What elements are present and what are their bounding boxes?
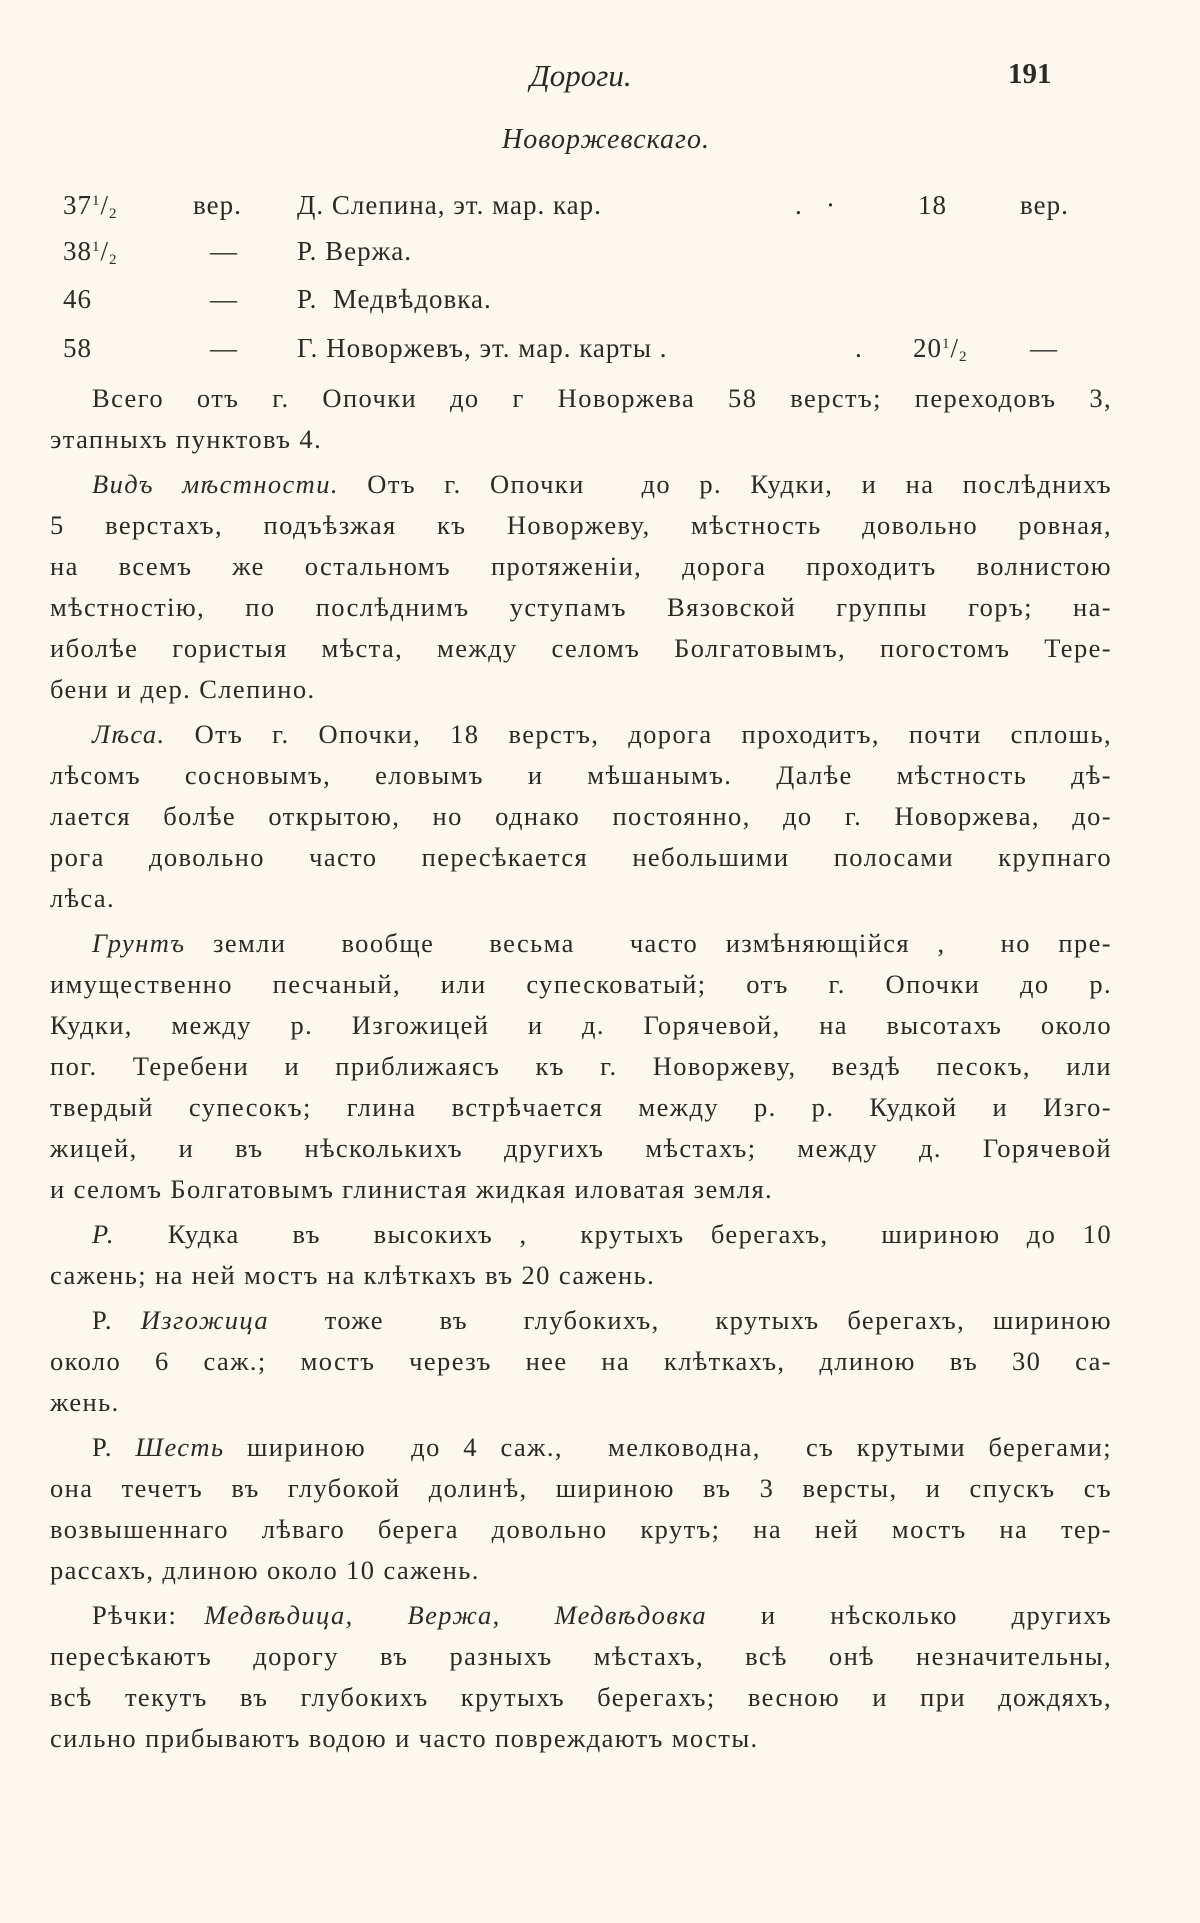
- text-line: рога довольно часто пересѣкается небольшими полосами крупнаго: [50, 842, 1112, 872]
- paragraph-terrain: [50, 464, 1112, 710]
- paragraph-forests: [50, 714, 1112, 919]
- route-place: Р. Медвѣдовка.: [297, 284, 492, 314]
- route-distance: 46: [63, 284, 92, 314]
- text-line: и селомъ Болгатовымъ глинистая жидкая иловатая земля.: [50, 1174, 774, 1204]
- text-line: Р. Кудка въ высокихъ , крутыхъ берегахъ, шириною до 10: [92, 1219, 1112, 1249]
- paragraph-soil: [50, 923, 1112, 1210]
- route-leader-dots: . ·: [795, 190, 836, 220]
- paragraph-heading: Изгожица: [140, 1305, 270, 1335]
- text-line: бени и дер. Слепино.: [50, 674, 316, 704]
- text-line: на всемъ же остальномъ протяженіи, дорога проходитъ волнистою: [50, 551, 1112, 581]
- text-line: сажень; на ней мостъ на клѣткахъ въ 20 сажень.: [50, 1260, 656, 1290]
- text-line: рассахъ, длиною около 10 сажень.: [50, 1555, 480, 1585]
- paragraph-heading: Грунтъ: [92, 928, 186, 958]
- paragraph-river-izgozhitsa: [50, 1300, 1112, 1423]
- body-text: [50, 378, 1112, 1759]
- text-line: пересѣкаютъ дорогу въ разныхъ мѣстахъ, всѣ онѣ незначительны,: [50, 1641, 1112, 1671]
- route-row: [0, 236, 1200, 276]
- text-line: Видъ мѣстности. Отъ г. Опочки до р. Кудки, и на послѣднихъ: [92, 469, 1112, 499]
- route-distance: $38^1/_2$: [63, 236, 118, 268]
- text-line: всѣ текутъ въ глубокихъ крутыхъ берегахъ; весною и при дождяхъ,: [50, 1682, 1112, 1712]
- running-title: Дороги.: [530, 58, 632, 93]
- text-line: Лѣса. Отъ г. Опочки, 18 верстъ, дорога проходитъ, почти сплошь,: [92, 719, 1112, 749]
- paragraph-totals: [50, 378, 1112, 460]
- paragraph-heading: Лѣса.: [92, 719, 166, 749]
- text-line: этапныхъ пунктовъ 4.: [50, 424, 323, 454]
- text-line: жень.: [50, 1387, 120, 1417]
- text-line: твердый супесокъ; глина встрѣчается между р. р. Кудкой и Изго-: [50, 1092, 1112, 1122]
- text-line: лѣсомъ сосновымъ, еловымъ и мѣшанымъ. Далѣе мѣстность дѣ-: [50, 760, 1112, 790]
- section-subtitle: Новоржевскаго.: [502, 124, 710, 155]
- text-line: Всего отъ г. Опочки до г Новоржева 58 верстъ; переходовъ 3,: [92, 383, 1112, 413]
- route-stage-unit: вер.: [1020, 190, 1069, 220]
- route-unit: —: [210, 236, 238, 266]
- page-number: 191: [1008, 58, 1052, 90]
- text-line: 5 верстахъ, подъѣзжая къ Новоржеву, мѣстность довольно ровная,: [50, 510, 1112, 540]
- text-line: около 6 саж.; мостъ черезъ нее на клѣткахъ, длиною въ 30 са-: [50, 1346, 1112, 1376]
- text-line: лается болѣе открытою, но однако постоянно, до г. Новоржева, до-: [50, 801, 1112, 831]
- text-line: иболѣе гористыя мѣста, между селомъ Болгатовымъ, погостомъ Тере-: [50, 633, 1112, 663]
- route-place: Г. Новоржевъ, эт. мар. карты .: [297, 333, 668, 363]
- text-line: Грунтъ земли вообще весьма часто измѣняющійся , но пре-: [92, 928, 1112, 958]
- paragraph-river-shest: [50, 1427, 1112, 1591]
- paragraph-river-kudka: [50, 1214, 1112, 1296]
- route-unit: —: [210, 333, 238, 363]
- text-line: жицей, и въ нѣсколькихъ другихъ мѣстахъ; между д. Горячевой: [50, 1133, 1112, 1163]
- text-line: лѣса.: [50, 883, 116, 913]
- route-distance: 58: [63, 333, 92, 363]
- route-leader-dots: .: [855, 333, 863, 363]
- text-line: Рѣчки: Медвѣдица, Вержа, Медвѣдовка и нѣсколько другихъ: [92, 1600, 1112, 1630]
- text-line: Кудки, между р. Изгожицей и д. Горячевой, на высотахъ около: [50, 1010, 1112, 1040]
- route-distance: $37^1/_2$: [63, 190, 118, 222]
- route-place: Д. Слепина, эт. мар. кар.: [297, 190, 602, 220]
- text-line: сильно прибываютъ водою и часто повреждаютъ мосты.: [50, 1723, 759, 1753]
- route-place: Р. Вержа.: [297, 236, 413, 266]
- route-stage-unit: —: [1030, 333, 1058, 363]
- route-stage: 18: [918, 190, 947, 220]
- paragraph-heading: Видъ мѣстности.: [92, 469, 339, 499]
- text-line: пог. Теребени и приближаясъ къ г. Новоржеву, вездѣ песокъ, или: [50, 1051, 1112, 1081]
- text-line: возвышеннаго лѣваго берега довольно крутъ; на ней мостъ на тер-: [50, 1514, 1112, 1544]
- text-line: имущественно песчаный, или супесковатый; отъ г. Опочки до р.: [50, 969, 1112, 999]
- text-line: мѣстностію, по послѣднимъ уступамъ Вязовской группы горъ; на-: [50, 592, 1112, 622]
- route-row: [0, 190, 1200, 230]
- page-header: [0, 58, 1200, 98]
- route-unit: вер.: [193, 190, 242, 220]
- paragraph-heading: Шесть: [135, 1432, 225, 1462]
- paragraph-small-rivers: [50, 1595, 1112, 1759]
- text-line: она течетъ въ глубокой долинѣ, шириною въ 3 версты, и спускъ съ: [50, 1473, 1112, 1503]
- text-line: Р. Изгожица тоже въ глубокихъ, крутыхъ берегахъ, шириною: [92, 1305, 1112, 1335]
- route-row: [0, 284, 1200, 324]
- paragraph-heading: Р.: [92, 1219, 115, 1249]
- route-row: [0, 333, 1200, 373]
- text-line: Р. Шесть шириною до 4 саж., мелководна, съ крутыми берегами;: [92, 1432, 1112, 1462]
- paragraph-heading: Медвѣдица, Вержа, Медвѣдовка: [204, 1600, 708, 1630]
- route-stage: $20^1/_2$: [913, 333, 968, 365]
- route-unit: —: [210, 284, 238, 314]
